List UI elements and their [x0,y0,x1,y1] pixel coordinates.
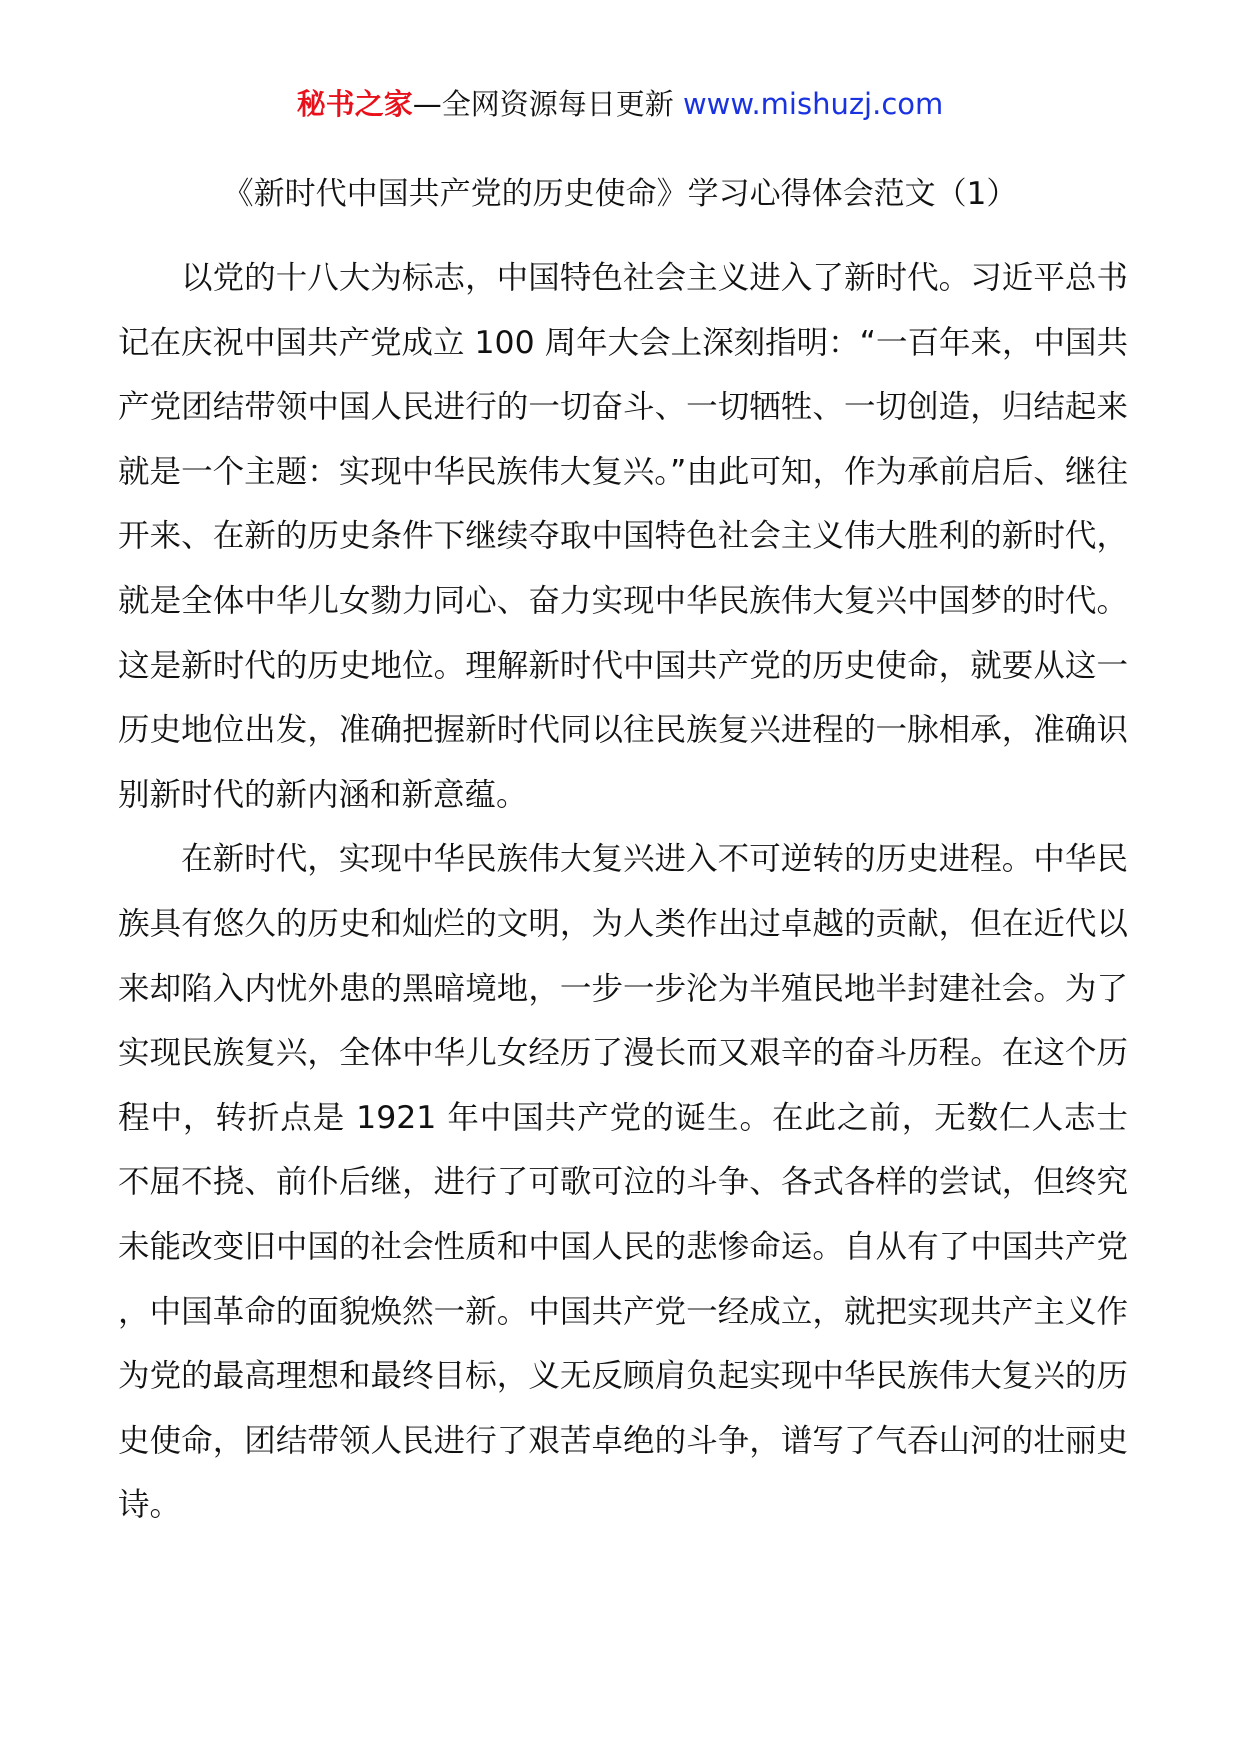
page-header [0,84,1240,124]
document-title: 《新时代中国共产党的历史使命》学习心得体会范文（1） [222,176,1018,212]
brand-name: 秘书之家 [296,87,413,121]
header-url-link[interactable]: www.mishuzj.com [682,87,944,121]
body-paragraph-2: 在新时代，实现中华民族伟大复兴进入不可逆转的历史进程。中华民族具有悠久的历史和灿烂的文明，为人类作出过卓越的贡献，但在近代以来却陷入内忧外患的黑暗境地，一步一步沦为半殖民地半封建社会。为了实现民族复兴，全体中华儿女经历了漫长而又艰辛的奋斗历程。在这个历程中，转折点是 1921 年中国共产党的诞生。在此之前，无数仁人志士不屈不挠、前仆后继，进行了可歌可泣的斗争、各式各样的尝试，但终究未能改变旧中国的社会性质和中国人民的悲惨命运。自从有了中国共产党，中国革命的面貌焕然一新。中国共产党一经成立，就把实现共产主义作为党的最高理想和最终目标，义无反顾肩负起实现中华民族伟大复兴的历史使命，团结带领人民进行了艰苦卓绝的斗争，谱写了气吞山河的壮丽史诗。 [118,841,1128,1524]
header-tagline: —全网资源每日更新 [412,87,683,121]
document-body [118,246,1128,1538]
body-paragraph-1: 以党的十八大为标志，中国特色社会主义进入了新时代。习近平总书记在庆祝中国共产党成立 100 周年大会上深刻指明：“一百年来，中国共产党团结带领中国人民进行的一切奋斗、一切牺牲、一切创造，归结起来就是一个主题：实现中华民族伟大复兴。”由此可知，作为承前启后、继往开来、在新的历史条件下继续夺取中国特色社会主义伟大胜利的新时代，就是全体中华儿女勠力同心、奋力实现中华民族伟大复兴中国梦的时代。这是新时代的历史地位。理解新时代中国共产党的历史使命，就要从这一历史地位出发，准确把握新时代同以往民族复兴进程的一脉相承，准确识别新时代的新内涵和新意蕴。 [118,260,1128,813]
